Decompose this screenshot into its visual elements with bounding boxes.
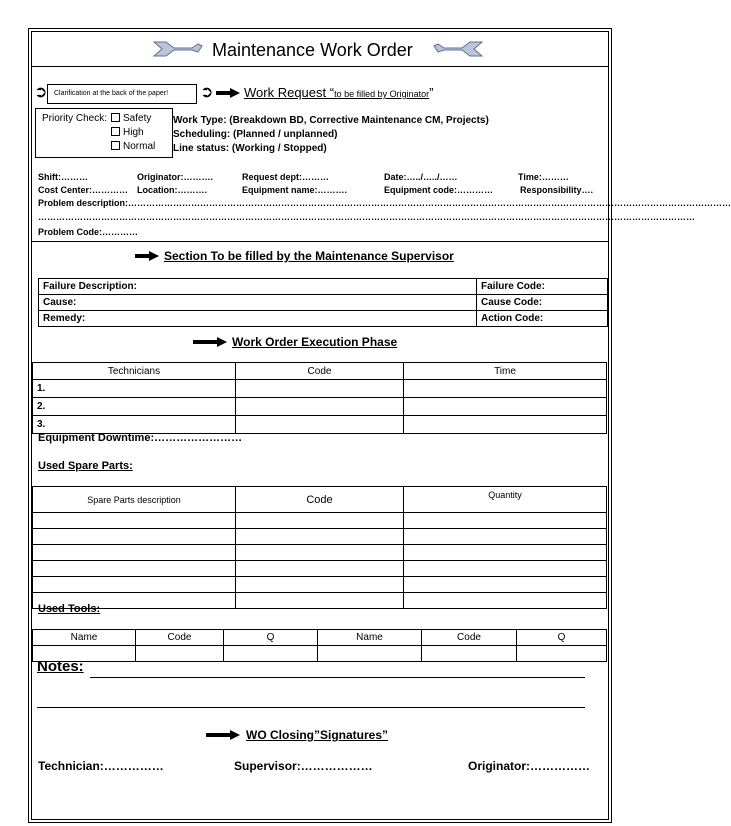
clarification-box: Clarification at the back of the paper! (47, 84, 197, 104)
table-row (39, 295, 608, 311)
arrow-icon (216, 88, 240, 98)
left-brace: ➲ (34, 84, 48, 101)
tool-name-cell[interactable] (318, 646, 422, 662)
priority-label: Priority Check: (42, 113, 108, 124)
problem-code-field[interactable]: Problem Code:………… (38, 227, 139, 237)
priority-option-safety[interactable]: Safety (111, 113, 151, 124)
technician-cell[interactable]: 1. (33, 380, 236, 398)
spare-quantity-cell[interactable] (404, 593, 607, 609)
table-row (33, 529, 607, 545)
scheduling: Scheduling: (Planned / unplanned) (173, 129, 338, 140)
column-header: Q (224, 630, 318, 646)
action-code-cell[interactable]: Action Code: (477, 311, 608, 327)
spare-quantity-cell[interactable] (404, 577, 607, 593)
execution-heading: Work Order Execution Phase (232, 335, 398, 349)
work-request-heading: Work Request “to be filled by Originator” (244, 85, 434, 100)
spare-code-cell[interactable] (236, 593, 404, 609)
supervisor-table (38, 278, 608, 327)
spare-quantity-cell[interactable] (404, 529, 607, 545)
request-dept-field[interactable]: Request dept:……… (242, 172, 330, 182)
notes-line[interactable] (90, 677, 585, 678)
right-brace: ➲ (200, 84, 214, 101)
table-header-row (33, 363, 607, 380)
column-header: Q (517, 630, 607, 646)
column-header: Spare Parts description (33, 487, 236, 513)
spare-description-cell[interactable] (33, 513, 236, 529)
arrow-icon (135, 251, 159, 261)
table-header-row (33, 487, 607, 513)
notes-line[interactable] (37, 707, 585, 708)
tools-table (32, 629, 607, 662)
technician-cell[interactable]: 3. (33, 416, 236, 434)
supervisor-section-heading: Section To be filled by the Maintenance Supervisor (164, 249, 454, 263)
column-header: Time (404, 363, 607, 380)
spare-parts-table (32, 486, 607, 609)
equipment-downtime-field[interactable]: Equipment Downtime:…………………… (38, 432, 243, 444)
shift-field[interactable]: Shift:……… (38, 172, 88, 182)
header-divider (31, 66, 609, 67)
time-cell[interactable] (404, 380, 607, 398)
equipment-name-field[interactable]: Equipment name:………. (242, 185, 348, 195)
originator-field[interactable]: Originator:………. (137, 172, 213, 182)
technicians-table (32, 362, 607, 434)
failure-code-cell[interactable]: Failure Code: (477, 279, 608, 295)
code-cell[interactable] (236, 416, 404, 434)
technician-cell[interactable]: 2. (33, 398, 236, 416)
spare-description-cell[interactable] (33, 561, 236, 577)
table-row (33, 577, 607, 593)
column-header: Code (422, 630, 517, 646)
cause-code-cell[interactable]: Cause Code: (477, 295, 608, 311)
arrow-icon (206, 730, 240, 740)
divider (31, 241, 609, 242)
equipment-code-field[interactable]: Equipment code:………… (384, 185, 494, 195)
originator-signature[interactable]: Originator:…………… (468, 759, 590, 773)
notes-label: Notes: (37, 658, 84, 675)
table-row (33, 561, 607, 577)
table-row (33, 416, 607, 434)
column-header: Name (318, 630, 422, 646)
column-header: Technicians (33, 363, 236, 380)
spare-quantity-cell[interactable] (404, 513, 607, 529)
work-type: Work Type: (Breakdown BD, Corrective Maintenance CM, Projects) (173, 115, 489, 126)
responsibility-field[interactable]: Responsibility…. (520, 185, 594, 195)
line-status: Line status: (Working / Stopped) (173, 143, 327, 154)
table-row (39, 279, 608, 295)
table-row (39, 311, 608, 327)
date-field[interactable]: Date:…../…../…… (384, 172, 458, 182)
column-header: Quantity (404, 487, 607, 513)
spare-quantity-cell[interactable] (404, 545, 607, 561)
wrench-icon (432, 38, 484, 58)
spare-parts-label: Used Spare Parts: (38, 460, 133, 472)
closing-heading: WO Closing”Signatures” (246, 728, 389, 742)
table-row (33, 646, 607, 662)
page-title: Maintenance Work Order (212, 40, 413, 60)
table-row (33, 398, 607, 416)
remedy-cell[interactable]: Remedy: (39, 311, 477, 327)
table-row (33, 513, 607, 529)
tool-q-cell[interactable] (517, 646, 607, 662)
table-row (33, 545, 607, 561)
table-header-row (33, 630, 607, 646)
priority-option-high[interactable]: High (111, 127, 144, 138)
time-field[interactable]: Time:……… (518, 172, 569, 182)
column-header: Name (33, 630, 136, 646)
priority-option-normal[interactable]: Normal (111, 141, 155, 152)
tool-q-cell[interactable] (224, 646, 318, 662)
arrow-icon (193, 337, 227, 347)
spare-code-cell[interactable] (236, 529, 404, 545)
spare-description-cell[interactable] (33, 545, 236, 561)
wrench-icon (152, 38, 204, 58)
spare-quantity-cell[interactable] (404, 561, 607, 577)
used-tools-label: Used Tools: (38, 603, 101, 615)
column-header: Code (236, 363, 404, 380)
spare-code-cell[interactable] (236, 513, 404, 529)
table-row (33, 593, 607, 609)
column-header: Code (136, 630, 224, 646)
location-field[interactable]: Location:………. (137, 185, 207, 195)
code-cell[interactable] (236, 380, 404, 398)
table-row (33, 380, 607, 398)
problem-description-field[interactable]: Problem description:………………………………………………………………………………………………………………………………………………………………………………… (38, 198, 731, 208)
spare-code-cell[interactable] (236, 561, 404, 577)
column-header: Code (236, 487, 404, 513)
tool-code-cell[interactable] (136, 646, 224, 662)
spare-code-cell[interactable] (236, 545, 404, 561)
spare-description-cell[interactable] (33, 529, 236, 545)
problem-description-continued[interactable]: ………………………………………………………………………………………………………………………………………………………………………………………………… (38, 212, 695, 222)
failure-description-cell[interactable]: Failure Description: (39, 279, 477, 295)
supervisor-signature[interactable]: Supervisor:……………… (234, 759, 373, 773)
technician-signature[interactable]: Technician:…………… (38, 759, 164, 773)
cost-center-field[interactable]: Cost Center:………… (38, 185, 129, 195)
code-cell[interactable] (236, 398, 404, 416)
time-cell[interactable] (404, 416, 607, 434)
time-cell[interactable] (404, 398, 607, 416)
tool-code-cell[interactable] (422, 646, 517, 662)
spare-description-cell[interactable] (33, 577, 236, 593)
priority-box (35, 108, 173, 158)
cause-cell[interactable]: Cause: (39, 295, 477, 311)
spare-code-cell[interactable] (236, 577, 404, 593)
